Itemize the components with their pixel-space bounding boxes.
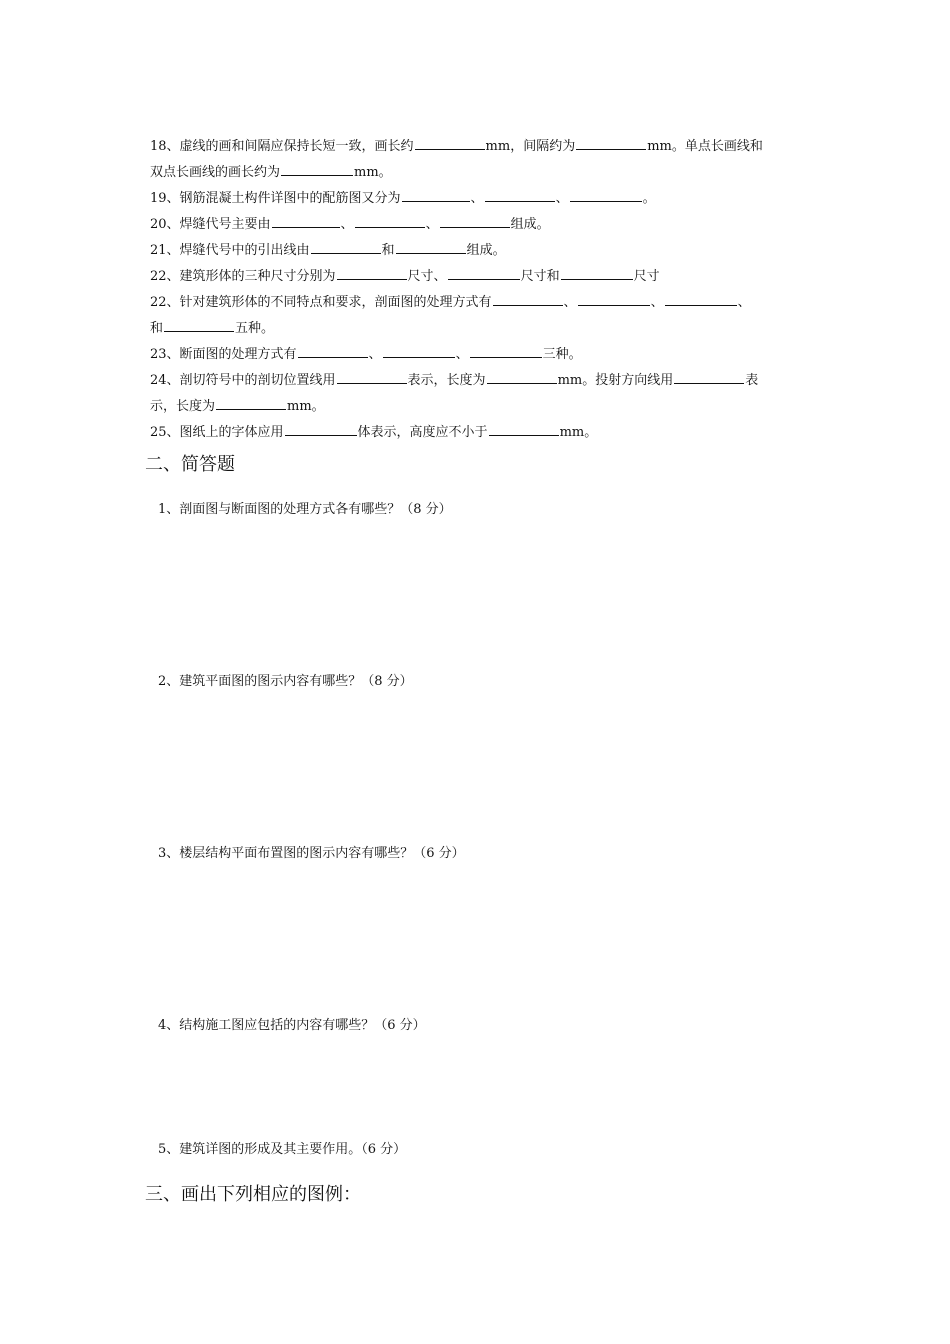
question-text: mm。	[287, 399, 325, 414]
answer-blank[interactable]	[576, 137, 646, 150]
answer-blank[interactable]	[415, 137, 485, 150]
separator: 、	[650, 295, 664, 310]
question-text: 19、钢筋混凝土构件详图中的配筋图又分为	[150, 191, 401, 206]
question-text: mm。	[354, 165, 392, 180]
question-text: 22、建筑形体的三种尺寸分别为	[150, 269, 336, 284]
question-text: 24、剖切符号中的剖切位置线用	[150, 373, 336, 388]
short-answer-question-3: 3、楼层结构平面布置图的图示内容有哪些？（6 分）	[158, 846, 465, 861]
answer-blank[interactable]	[665, 293, 737, 306]
question-text: 和	[150, 321, 164, 336]
question-text: 尺寸和	[520, 269, 560, 284]
answer-blank[interactable]	[578, 293, 650, 306]
question-text: 表示，长度为	[407, 373, 486, 388]
separator: 、	[340, 217, 354, 232]
question-text: 双点长画线的画长约为	[150, 165, 281, 180]
short-answer-question-2: 2、建筑平面图的图示内容有哪些？（8 分）	[158, 674, 413, 689]
question-20	[150, 215, 550, 234]
question-text: mm。	[559, 425, 598, 440]
separator: 、	[737, 295, 751, 310]
answer-blank[interactable]	[311, 241, 381, 254]
answer-blank[interactable]	[674, 371, 744, 384]
answer-blank[interactable]	[337, 267, 407, 280]
question-text: 三种。	[542, 347, 582, 362]
question-text: 组成。	[510, 217, 550, 232]
question-text: 。	[642, 191, 656, 206]
question-text: 五种。	[235, 321, 275, 336]
answer-blank[interactable]	[470, 345, 542, 358]
answer-blank[interactable]	[489, 423, 559, 436]
answer-blank[interactable]	[570, 189, 642, 202]
question-text: 尺寸、	[407, 269, 447, 284]
question-22-section-line-1	[150, 293, 751, 312]
separator: 、	[455, 347, 469, 362]
separator: 、	[368, 347, 382, 362]
question-text: 和	[381, 243, 395, 258]
section-3-title: 三、画出下列相应的图例：	[145, 1184, 361, 1205]
question-24-line-2	[150, 397, 325, 416]
section-2-title: 二、简答题	[145, 454, 235, 475]
question-18-line-1	[150, 137, 763, 156]
separator: 、	[470, 191, 484, 206]
answer-blank[interactable]	[487, 371, 557, 384]
short-answer-question-4: 4、结构施工图应包括的内容有哪些？（6 分）	[158, 1018, 426, 1033]
question-25	[150, 423, 597, 442]
answer-blank[interactable]	[216, 397, 286, 410]
question-text: 25、图纸上的字体应用	[150, 425, 284, 440]
answer-blank[interactable]	[298, 345, 368, 358]
separator: 、	[563, 295, 577, 310]
question-text: 尺寸	[633, 269, 660, 284]
question-text: 组成。	[466, 243, 506, 258]
question-text: 表	[745, 373, 759, 388]
answer-blank[interactable]	[337, 371, 407, 384]
answer-blank[interactable]	[493, 293, 563, 306]
question-text: 18、虚线的画和间隔应保持长短一致，画长约	[150, 139, 414, 154]
short-answer-question-1: 1、剖面图与断面图的处理方式各有哪些？（8 分）	[158, 502, 452, 517]
answer-blank[interactable]	[285, 423, 357, 436]
answer-blank[interactable]	[402, 189, 470, 202]
question-text: 21、焊缝代号中的引出线由	[150, 243, 310, 258]
answer-blank[interactable]	[448, 267, 520, 280]
answer-blank[interactable]	[383, 345, 455, 358]
short-answer-question-5: 5、建筑详图的形成及其主要作用。（6 分）	[158, 1142, 407, 1157]
question-18-line-2	[150, 163, 392, 182]
answer-blank[interactable]	[396, 241, 466, 254]
separator: 、	[555, 191, 569, 206]
answer-blank[interactable]	[272, 215, 340, 228]
question-text: mm。投射方向线用	[557, 373, 674, 388]
question-text: 20、焊缝代号主要由	[150, 217, 271, 232]
question-24-line-1	[150, 371, 758, 390]
question-text: 示，长度为	[150, 399, 216, 414]
question-text: 22、针对建筑形体的不同特点和要求，剖面图的处理方式有	[150, 295, 492, 310]
question-22-sizes	[150, 267, 660, 286]
answer-blank[interactable]	[355, 215, 425, 228]
separator: 、	[425, 217, 439, 232]
question-21	[150, 241, 506, 260]
question-22-section-line-2	[150, 319, 274, 338]
answer-blank[interactable]	[485, 189, 555, 202]
question-text: 体表示，高度应不小于	[357, 425, 488, 440]
answer-blank[interactable]	[164, 319, 234, 332]
answer-blank[interactable]	[281, 163, 353, 176]
question-19	[150, 189, 656, 208]
question-23	[150, 345, 582, 364]
answer-blank[interactable]	[561, 267, 633, 280]
question-text: mm。单点长画线和	[647, 139, 763, 154]
answer-blank[interactable]	[440, 215, 510, 228]
question-text: 23、断面图的处理方式有	[150, 347, 297, 362]
question-text: mm，间隔约为	[485, 139, 576, 154]
